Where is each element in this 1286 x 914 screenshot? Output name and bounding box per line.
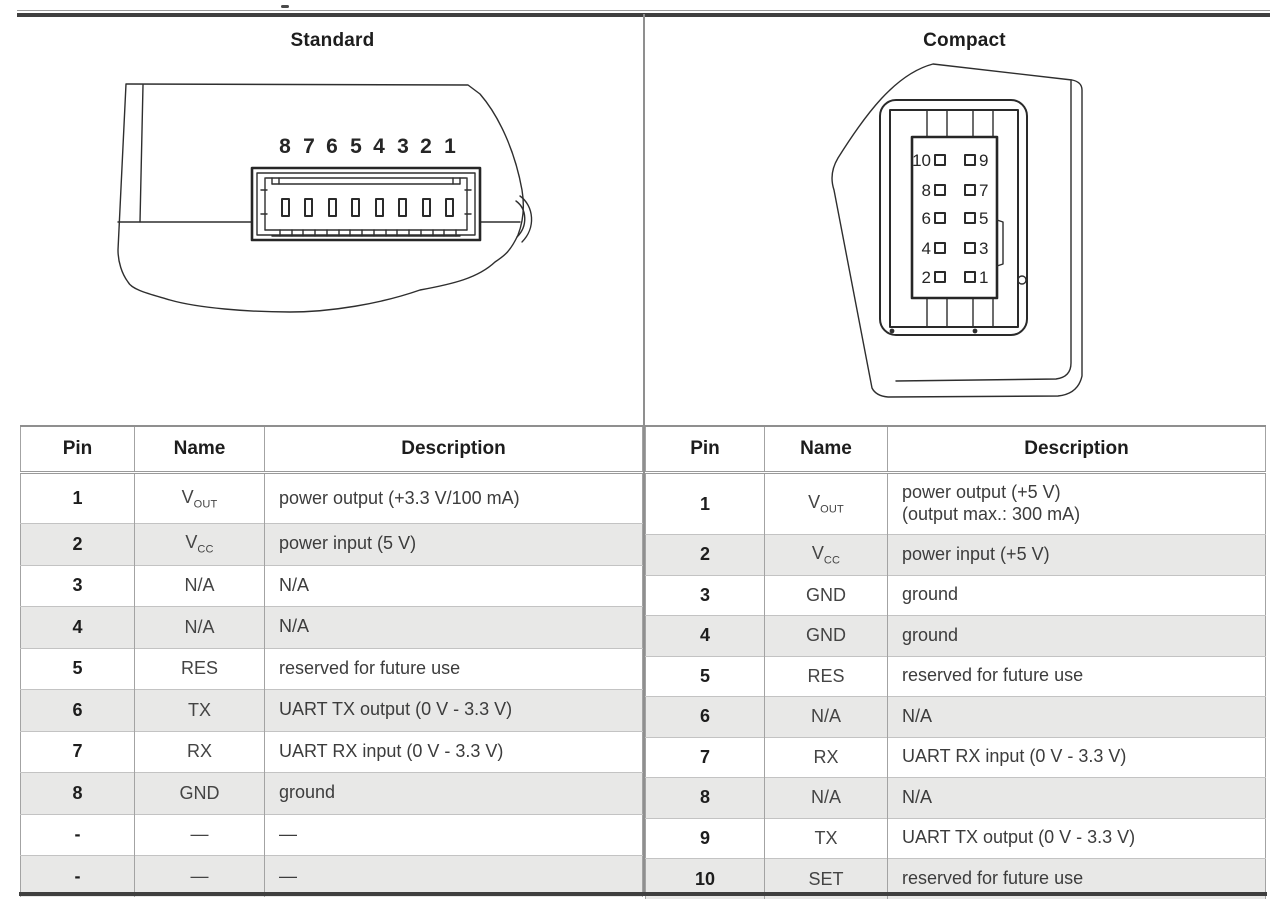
description-cell: UART RX input (0 V - 3.3 V) xyxy=(265,731,643,773)
name-cell: $V_{OUT}$ xyxy=(765,473,888,535)
pin-cell: 9 xyxy=(646,818,765,859)
table-row xyxy=(21,773,643,815)
table-row xyxy=(21,648,643,690)
table-row xyxy=(646,616,1266,657)
name-cell: GND xyxy=(135,773,265,815)
name-cell: GND xyxy=(765,616,888,657)
name-cell: TX xyxy=(765,818,888,859)
pin-number-label: 8 xyxy=(279,135,291,158)
pin-cell: 6 xyxy=(646,697,765,738)
column-header-pin: Pin xyxy=(646,426,765,473)
pin-cell: 7 xyxy=(21,731,135,773)
name-cell: — xyxy=(135,814,265,856)
table-header-row xyxy=(646,426,1266,473)
table-row xyxy=(646,656,1266,697)
table-row xyxy=(21,565,643,607)
pin-number-label: 5 xyxy=(979,209,989,228)
name-cell: GND xyxy=(765,575,888,616)
compact-connector-drawing xyxy=(818,58,1128,408)
name-cell: — xyxy=(135,856,265,898)
description-cell: UART RX input (0 V - 3.3 V) xyxy=(888,737,1266,778)
pin-cell: 3 xyxy=(646,575,765,616)
table-row xyxy=(646,575,1266,616)
pin-number-label: 7 xyxy=(303,135,315,158)
description-cell: UART TX output (0 V - 3.3 V) xyxy=(888,818,1266,859)
pin-number-label: 1 xyxy=(979,268,989,287)
pin-cell: 7 xyxy=(646,737,765,778)
description-cell: reserved for future use xyxy=(265,648,643,690)
column-header-description: Description xyxy=(888,426,1266,473)
name-cell: SET xyxy=(765,859,888,900)
description-cell: power input (5 V) xyxy=(265,524,643,566)
pin-cell: 4 xyxy=(21,607,135,649)
name-cell: N/A xyxy=(135,565,265,607)
description-cell: N/A xyxy=(265,565,643,607)
pin-cell: 5 xyxy=(21,648,135,690)
column-header-name: Name xyxy=(765,426,888,473)
pin-cell: 8 xyxy=(646,778,765,819)
description-cell: N/A xyxy=(888,778,1266,819)
table-row xyxy=(21,856,643,898)
pin-cell: 1 xyxy=(699,493,710,514)
description-cell: reserved for future use xyxy=(888,859,1266,900)
table-row xyxy=(646,473,1266,535)
name-cell: N/A xyxy=(135,607,265,649)
column-header-pin: Pin xyxy=(21,426,135,473)
artifact-mark xyxy=(281,5,289,8)
pin-number-label: 3 xyxy=(979,239,989,258)
standard-title: Standard xyxy=(290,30,375,51)
compact-pin-table xyxy=(645,425,1266,899)
table-row xyxy=(646,737,1266,778)
pin-number-label: 6 xyxy=(326,135,338,158)
pin-number-label: 2 xyxy=(921,268,931,287)
table-row xyxy=(21,731,643,773)
description-cell: ground xyxy=(265,773,643,815)
standard-connector-drawing xyxy=(58,56,538,326)
name-cell: TX xyxy=(135,690,265,732)
description-cell: N/A xyxy=(888,697,1266,738)
pin-cell: 6 xyxy=(21,690,135,732)
pin-number-label: 6 xyxy=(921,209,931,228)
pin-cell: 1 xyxy=(72,488,83,508)
description-cell: ground xyxy=(888,616,1266,657)
description-cell: UART TX output (0 V - 3.3 V) xyxy=(265,690,643,732)
description-cell: N/A xyxy=(265,607,643,649)
compact-title: Compact xyxy=(923,30,1006,51)
pin-cell: - xyxy=(21,856,135,898)
table-row xyxy=(646,535,1266,576)
pin-number-label: 1 xyxy=(444,135,456,158)
name-cell: RES xyxy=(135,648,265,690)
name-cell: RES xyxy=(765,656,888,697)
description-cell: power output (+5 V) (output max.: 300 mA) xyxy=(888,473,1266,535)
pin-cell: - xyxy=(21,814,135,856)
pin-number-label: 4 xyxy=(921,239,931,258)
description-cell: power output (+3.3 V/100 mA) xyxy=(265,473,643,524)
name-cell: N/A xyxy=(765,697,888,738)
column-header-description: Description xyxy=(265,426,643,473)
table-row xyxy=(21,607,643,649)
bottom-rule xyxy=(19,892,1267,896)
pin-cell: 8 xyxy=(21,773,135,815)
description-cell: power input (+5 V) xyxy=(888,535,1266,576)
table-header-row xyxy=(21,426,643,473)
connector-recess xyxy=(880,100,1027,335)
pin-cell: 5 xyxy=(646,656,765,697)
pin-number-label: 3 xyxy=(397,135,409,158)
name-cell: N/A xyxy=(765,778,888,819)
pin-cell: 2 xyxy=(21,524,135,566)
table-row xyxy=(646,778,1266,819)
pin-number-label: 2 xyxy=(420,135,432,158)
pin-number-label: 10 xyxy=(912,151,931,170)
table-row xyxy=(21,814,643,856)
pin-number-label: 8 xyxy=(921,181,931,200)
description-cell: reserved for future use xyxy=(888,656,1266,697)
pin-number-label: 9 xyxy=(979,151,989,170)
name-cell: RX xyxy=(135,731,265,773)
device-outline xyxy=(118,84,532,312)
pin-contacts xyxy=(935,155,975,282)
table-row xyxy=(21,473,643,524)
name-cell: $V_{CC}$ xyxy=(765,535,888,576)
table-row xyxy=(646,818,1266,859)
table-row xyxy=(646,697,1266,738)
pin-number-label: 4 xyxy=(373,135,385,158)
column-header-name: Name xyxy=(135,426,265,473)
name-cell: $V_{CC}$ xyxy=(135,524,265,566)
pin-cell: 3 xyxy=(21,565,135,607)
pin-number-label: 5 xyxy=(350,135,362,158)
device-outline xyxy=(832,64,1082,397)
description-cell: — xyxy=(265,814,643,856)
pin-number-label: 7 xyxy=(979,181,989,200)
description-cell: ground xyxy=(888,575,1266,616)
pin-cell: 4 xyxy=(646,616,765,657)
standard-pin-table xyxy=(20,425,643,897)
table-row xyxy=(21,690,643,732)
name-cell: RX xyxy=(765,737,888,778)
standard-pin-numbers xyxy=(279,135,456,158)
pin-cell: 2 xyxy=(646,535,765,576)
pin-cell: 10 xyxy=(646,859,765,900)
compact-pin-numbers xyxy=(912,151,988,287)
description-cell: — xyxy=(265,856,643,898)
table-row xyxy=(21,524,643,566)
name-cell: $V_{OUT}$ xyxy=(135,473,265,524)
